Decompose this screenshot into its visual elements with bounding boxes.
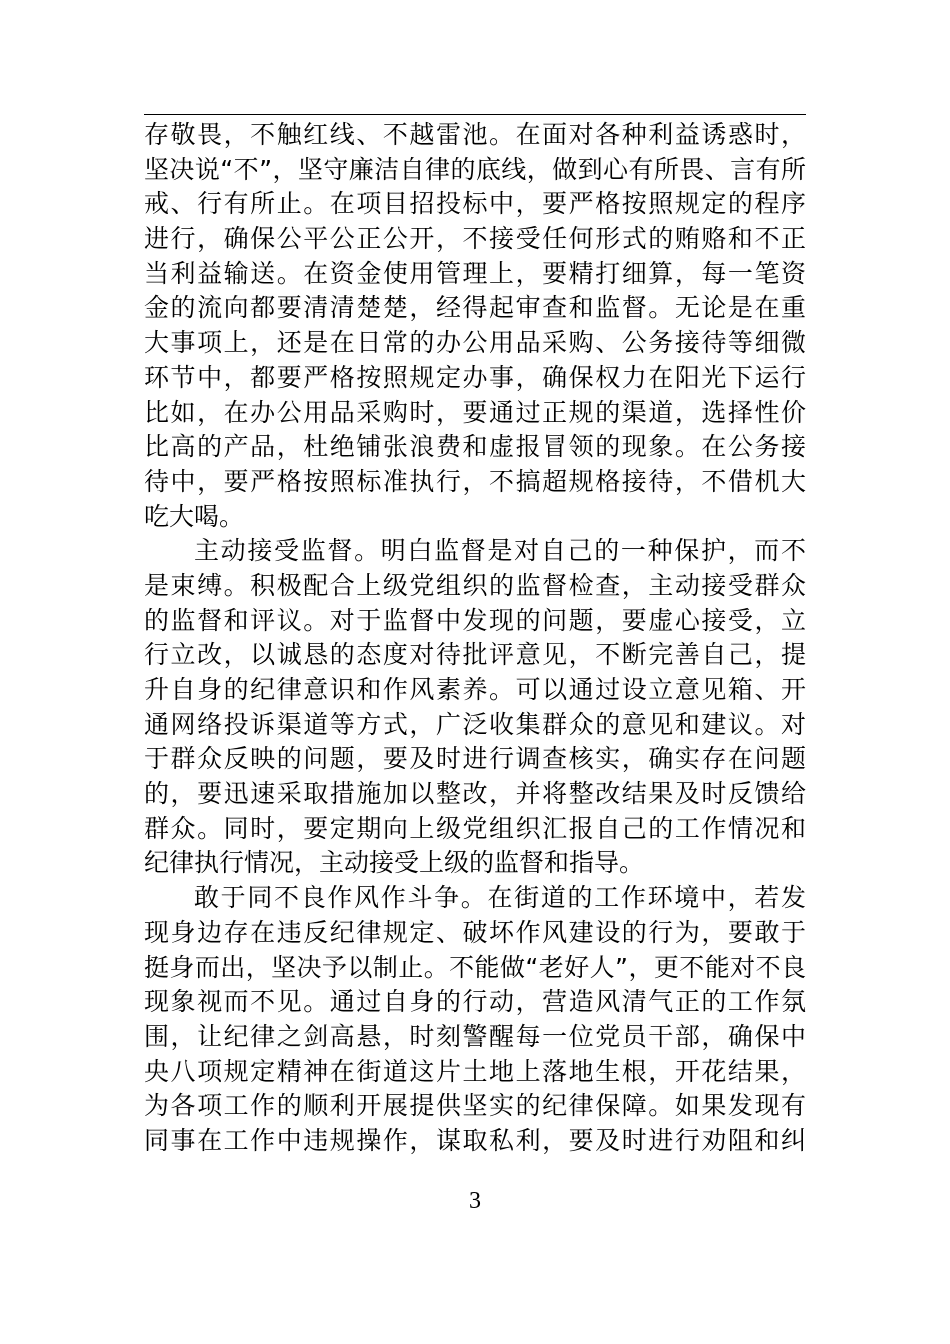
paragraph: [144, 534, 806, 881]
text-line: 金的流向都要清清楚楚，经得起审查和监督。无论是在重: [144, 293, 806, 323]
text-line: 坚决说“不”，坚守廉洁自律的底线，做到心有所畏、言有所: [144, 154, 806, 184]
text-line: 的，要迅速采取措施加以整改，并将整改结果及时反馈给: [144, 779, 806, 809]
text-line: 的监督和评议。对于监督中发现的问题，要虚心接受，立: [144, 605, 806, 635]
text-line: 现身边存在违反纪律规定、破坏作风建设的行为，要敢于: [144, 917, 806, 947]
header-rule: [144, 114, 806, 115]
text-line: 同事在工作中违规操作，谋取私利，要及时进行劝阻和纠: [144, 1125, 806, 1155]
text-line: 主动接受监督。明白监督是对自己的一种保护，而不: [194, 536, 806, 566]
text-line: 比高的产品，杜绝铺张浪费和虚报冒领的现象。在公务接: [144, 432, 806, 462]
text-line: 围，让纪律之剑高悬，时刻警醒每一位党员干部，确保中: [144, 1021, 806, 1051]
text-line: 比如，在办公用品采购时，要通过正规的渠道，选择性价: [144, 397, 806, 427]
paragraph: [144, 881, 806, 1159]
text-line: 大事项上，还是在日常的办公用品采购、公务接待等细微: [144, 328, 806, 358]
text-line: 纪律执行情况，主动接受上级的监督和指导。: [144, 848, 645, 878]
text-line: 是束缚。积极配合上级党组织的监督检查，主动接受群众: [144, 570, 806, 600]
paragraph: [144, 118, 806, 534]
text-line: 挺身而出，坚决予以制止。不能做“老好人”，更不能对不良: [144, 952, 806, 982]
text-line: 行立改，以诚恳的态度对待批评意见，不断完善自己，提: [144, 640, 806, 670]
text-line: 敢于同不良作风作斗争。在街道的工作环境中，若发: [194, 883, 806, 913]
text-line: 央八项规定精神在街道这片土地上落地生根，开花结果，: [144, 1056, 806, 1086]
text-line: 吃大喝。: [144, 501, 245, 531]
text-line: 环节中，都要严格按照规定办事，确保权力在阳光下运行: [144, 362, 806, 392]
text-line: 升自身的纪律意识和作风素养。可以通过设立意见箱、开: [144, 675, 806, 704]
body-text: [144, 118, 806, 1159]
text-line: 于群众反映的问题，要及时进行调查核实，确实存在问题: [144, 744, 806, 774]
page-number: 3: [469, 1188, 481, 1214]
text-line: 群众。同时，要定期向上级党组织汇报自己的工作情况和: [144, 813, 806, 843]
text-line: 当利益输送。在资金使用管理上，要精打细算，每一笔资: [144, 258, 806, 288]
text-line: 为各项工作的顺利开展提供坚实的纪律保障。如果发现有: [144, 1091, 806, 1121]
text-line: 待中，要严格按照标准执行，不搞超规格接待，不借机大: [144, 466, 806, 496]
text-line: 存敬畏，不触红线、不越雷池。在面对各种利益诱惑时，: [144, 120, 806, 149]
text-line: 戒、行有所止。在项目招投标中，要严格按照规定的程序: [144, 189, 806, 219]
text-line: 进行，确保公平公正公开，不接受任何形式的贿赂和不正: [144, 224, 806, 254]
text-line: 现象视而不见。通过自身的行动，营造风清气正的工作氛: [144, 987, 806, 1017]
text-line: 通网络投诉渠道等方式，广泛收集群众的意见和建议。对: [144, 709, 806, 739]
